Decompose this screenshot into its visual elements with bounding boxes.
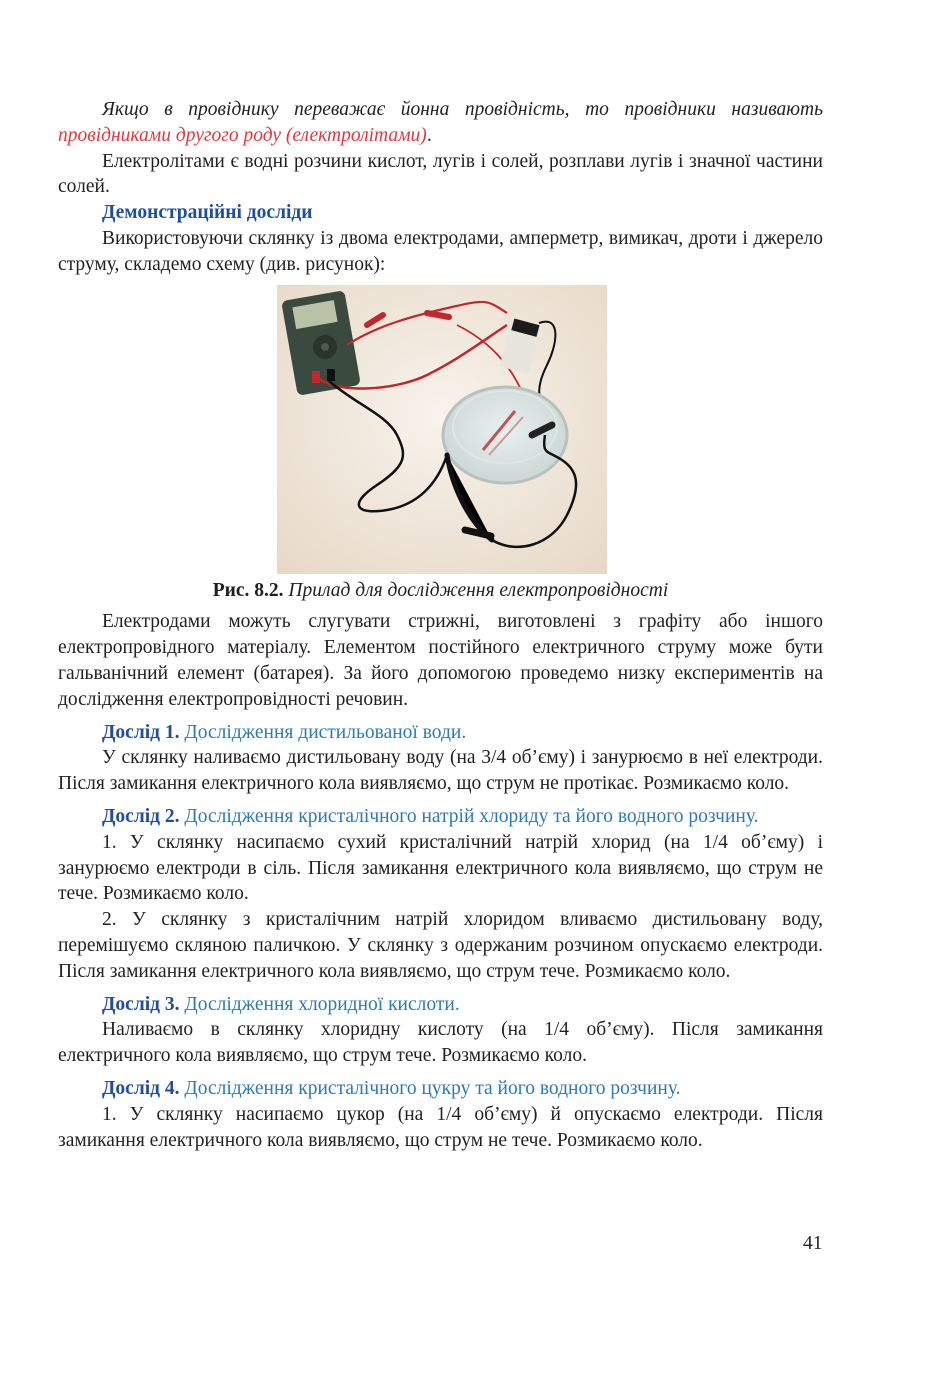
- experiment-3-text: Наливаємо в склянку хлоридну кислоту (на 1/4 об’єму). Після замикання електричного кола виявляємо, що струм тече. Розмикаємо коло.: [58, 1019, 823, 1067]
- paragraph-electrolytes: Електролітами є водні розчини кислот, лугів і солей, розплави лугів і значної частини солей.: [58, 150, 823, 198]
- experiment-2-label: Дослід 2.: [102, 805, 180, 827]
- apparatus-illustration: [277, 285, 607, 574]
- caption-label: Рис. 8.2.: [212, 579, 284, 601]
- apparatus-photo: [277, 285, 607, 574]
- electrolytes-term: провідниками другого роду (електролітами): [58, 124, 427, 146]
- page-body: [58, 97, 823, 1153]
- experiment-1-text: У склянку наливаємо дистильовану воду (на 3/4 об’єму) і занурюємо в неї електроди. Після замикання електричного кола виявляємо, що струм не протікає. Розмикаємо коло.: [58, 747, 823, 795]
- ionic-conductivity-text: Якщо в провіднику переважає йонна провідність, то провідники називають: [102, 99, 823, 120]
- experiment-3-title: Дослідження хлоридної кислоти.: [184, 993, 460, 1015]
- experiment-4-step-1: 1. У склянку насипаємо цукор (на 1/4 об’єму) й опускаємо електроди. Після замикання електричного кола виявляємо, що струм не тече. Розмикаємо коло.: [58, 1103, 823, 1151]
- experiment-2-step-1: 1. У склянку насипаємо сухий кристалічний натрій хлорид (на 1/4 об’єму) і занурюємо електроди в сіль. Після замикання електричного кола виявляємо, що струм не тече. Розмикаємо коло.: [58, 831, 823, 905]
- experiment-4-heading: [58, 1076, 823, 1102]
- page-number: 41: [803, 1233, 823, 1254]
- experiment-3-label: Дослід 3.: [102, 993, 180, 1015]
- experiment-4-label: Дослід 4.: [102, 1077, 180, 1099]
- experiment-3-heading: [58, 992, 823, 1018]
- figure-caption: [58, 578, 823, 604]
- experiment-2-step-2: 2. У склянку з кристалічним натрій хлоридом вливаємо дистильовану воду, перемішуємо скляною паличкою. У склянку з одержаним розчином опускаємо електроди. Після замикання електричного кола виявляємо, що струм тече. Розмикаємо коло.: [58, 909, 823, 982]
- experiment-4-title: Дослідження кристалічного цукру та його водного розчину.: [184, 1077, 681, 1099]
- experiment-2-title: Дослідження кристалічного натрій хлориду та його водного розчину.: [184, 805, 759, 827]
- paragraph-electrodes: Електродами можуть слугувати стрижні, виготовлені з графіту або іншого електропровідного матеріалу. Елементом постійного електричного струму може бути гальванічний елемент (батарея). За його допомогою проведемо низку експериментів на дослідження електропровідності речовин.: [58, 611, 823, 710]
- paragraph-setup: Використовуючи склянку із двома електродами, амперметр, вимикач, дроти і джерело струму, складемо схему (див. рисунок):: [58, 227, 823, 275]
- experiment-1-label: Дослід 1.: [102, 721, 180, 743]
- experiment-1-heading: [58, 720, 823, 746]
- demo-heading: Демонстраційні досліди: [102, 202, 313, 224]
- experiment-2-heading: [58, 804, 823, 830]
- caption-text: Прилад для дослідження електропровідності: [288, 579, 669, 601]
- experiment-1-title: Дослідження дистильованої води.: [184, 721, 467, 743]
- period: .: [426, 124, 432, 146]
- glass-bowl: [443, 387, 567, 483]
- paragraph-ionic-conductivity: [58, 97, 823, 149]
